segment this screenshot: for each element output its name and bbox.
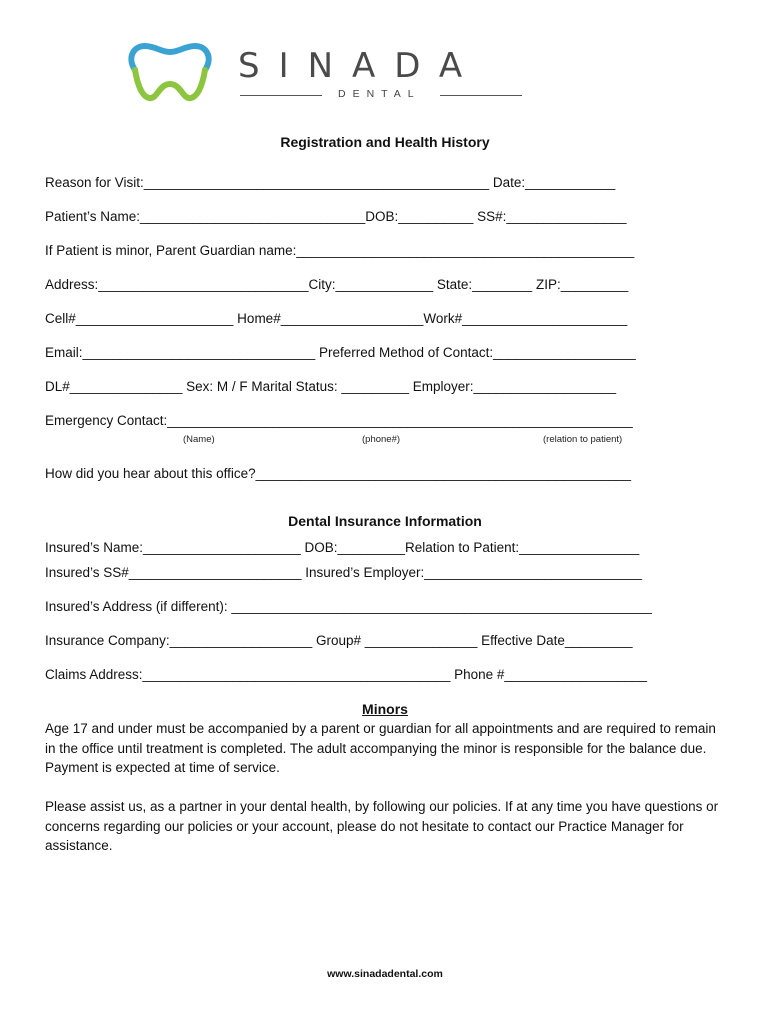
brand-rule-left <box>240 95 322 96</box>
dl-line[interactable]: DL#_______________ Sex: M / F Marital Status: _________ Employer:___________________ <box>45 379 617 394</box>
emergency-sublabel-relation: (relation to patient) <box>543 434 623 445</box>
brand-name: SINADA <box>238 46 482 86</box>
minors-title: Minors <box>362 701 408 717</box>
tooth-logo-icon <box>125 40 215 105</box>
phones-line[interactable]: Cell#_____________________ Home#___________________Work#______________________ <box>45 311 628 326</box>
emergency-sublabel-phone: (phone#) <box>362 434 401 445</box>
emergency-sublabel-name: (Name) <box>183 434 215 445</box>
brand-subtitle: DENTAL <box>338 88 421 100</box>
emergency-contact-line[interactable]: Emergency Contact:______________________________________________________________ <box>45 413 633 428</box>
patient-name-line[interactable]: Patient’s Name:______________________________DOB:__________ SS#:________________ <box>45 209 627 224</box>
policy-paragraph: Please assist us, as a partner in your dental health, by following our policies. If at any time you have questions or concerns regarding our policies or your account, please do not hesitate to contact our Practice Manager for assistance. <box>45 799 719 853</box>
insurance-title: Dental Insurance Information <box>288 513 482 529</box>
address-line[interactable]: Address:____________________________City:_____________ State:________ ZIP:_________ <box>45 277 629 292</box>
guardian-line[interactable]: If Patient is minor, Parent Guardian name:_____________________________________________ <box>45 243 635 258</box>
insured-name-line[interactable]: Insured’s Name:_____________________ DOB:_________Relation to Patient:________________ <box>45 540 640 555</box>
minors-paragraph: Age 17 and under must be accompanied by a parent or guardian for all appointments and are required to remain in the office until treatment is completed. The adult accompanying the minor is responsible for the balance due. Payment is expected at time of service. <box>45 721 716 775</box>
reason-date-line[interactable]: Reason for Visit:______________________________________________ Date:____________ <box>45 175 616 190</box>
form-title: Registration and Health History <box>280 134 490 150</box>
insured-address-line[interactable]: Insured’s Address (if different): ________________________________________________________ <box>45 599 652 614</box>
footer-url[interactable]: www.sinadadental.com <box>327 968 443 980</box>
email-line[interactable]: Email:_______________________________ Preferred Method of Contact:___________________ <box>45 345 636 360</box>
brand-rule-right <box>440 95 522 96</box>
hear-about-line[interactable]: How did you hear about this office?__________________________________________________ <box>45 466 632 481</box>
insured-ss-line[interactable]: Insured’s SS#_______________________ Insured’s Employer:_____________________________ <box>45 565 643 580</box>
insurance-company-line[interactable]: Insurance Company:___________________ Group# _______________ Effective Date_________ <box>45 633 633 648</box>
claims-address-line[interactable]: Claims Address:_________________________________________ Phone #___________________ <box>45 667 648 682</box>
